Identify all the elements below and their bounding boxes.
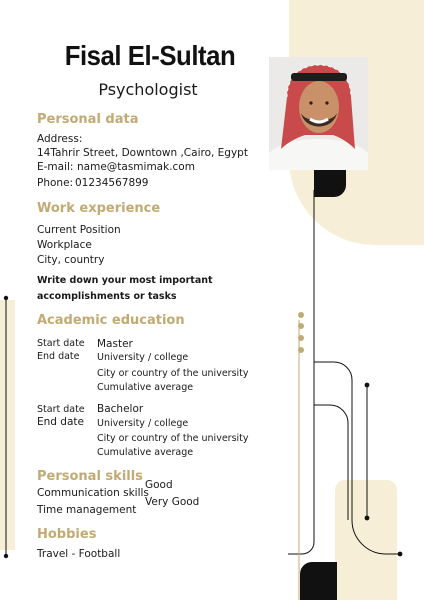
person-name: Fisal El-Sultan bbox=[64, 40, 236, 71]
work-experience-heading: Work experience bbox=[37, 201, 161, 216]
work-location: City, country bbox=[37, 254, 105, 266]
profile-photo bbox=[269, 57, 368, 170]
skill-2-name: Time management bbox=[37, 504, 137, 516]
edu-2-start-label: Start date bbox=[37, 404, 85, 415]
edu-1-place: City or country of the university bbox=[97, 368, 249, 379]
hobbies-heading: Hobbies bbox=[37, 527, 97, 542]
email-value: name@tasmimak.com bbox=[77, 161, 195, 173]
black-block-bottom bbox=[300, 562, 337, 600]
edu-2-degree: Bachelor bbox=[97, 403, 144, 415]
personal-data-heading: Personal data bbox=[37, 112, 139, 127]
skill-1-level: Good bbox=[145, 479, 173, 491]
edu-2-average: Cumulative average bbox=[97, 447, 194, 458]
skill-2-level: Very Good bbox=[145, 496, 200, 508]
phone-value: 01234567899 bbox=[75, 177, 149, 189]
edu-2-place: City or country of the university bbox=[97, 433, 249, 444]
address-value: 14Tahrir Street, Downtown ,Cairo, Egypt bbox=[37, 147, 248, 159]
cream-strip-left bbox=[0, 300, 15, 550]
job-title: Psychologist bbox=[98, 80, 198, 99]
accomplishments-line-1: Write down your most important bbox=[37, 275, 213, 286]
address-label: Address: bbox=[37, 133, 83, 145]
edu-1-university: University / college bbox=[97, 352, 189, 363]
edu-1-end-label: End date bbox=[37, 351, 80, 362]
black-block-top bbox=[314, 170, 346, 197]
hobbies-value: Travel - Football bbox=[37, 548, 121, 560]
edu-2-university: University / college bbox=[97, 418, 189, 429]
edu-2-end-label: End date bbox=[37, 416, 84, 428]
edu-1-start-label: Start date bbox=[37, 338, 85, 349]
workplace: Workplace bbox=[37, 239, 92, 251]
skill-1-name: Communication skills bbox=[37, 487, 149, 499]
phone-label: Phone: bbox=[37, 177, 74, 189]
academic-education-heading: Academic education bbox=[37, 313, 185, 328]
personal-skills-heading: Personal skills bbox=[37, 469, 143, 484]
accomplishments-line-2: accomplishments or tasks bbox=[37, 291, 177, 302]
current-position: Current Position bbox=[37, 224, 121, 236]
edu-1-degree: Master bbox=[97, 338, 133, 350]
edu-1-average: Cumulative average bbox=[97, 382, 194, 393]
email-label: E-mail: bbox=[37, 161, 74, 173]
